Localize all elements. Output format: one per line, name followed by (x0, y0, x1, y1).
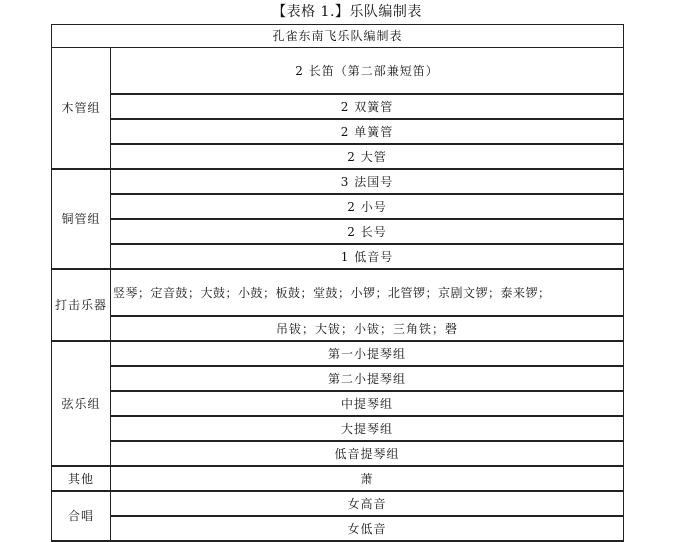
table-row (52, 144, 624, 169)
table-title-row (52, 25, 624, 48)
instrument-cell: 第二小提琴组 (111, 366, 624, 391)
instrument-cell: 女高音 (111, 491, 624, 516)
group-other: 其他 (52, 466, 111, 491)
table-row (52, 269, 624, 316)
table-row (52, 341, 624, 366)
instrument-cell: 中提琴组 (111, 391, 624, 416)
table-row (52, 441, 624, 466)
instrument-cell: 2 长号 (111, 219, 624, 244)
table-row (52, 466, 624, 491)
instrument-cell: 2 单簧管 (111, 119, 624, 144)
instrument-cell: 1 低音号 (111, 244, 624, 269)
instrument-cell: 吊钹；大钹；小钹；三角铁；磬 (111, 316, 624, 341)
instrument-cell: 3 法国号 (111, 169, 624, 194)
instrument-cell: 女低音 (111, 516, 624, 541)
group-choir: 合唱 (52, 491, 111, 541)
instrument-cell: 2 长笛（第二部兼短笛） (111, 48, 624, 95)
table-row (52, 194, 624, 219)
table-row (52, 119, 624, 144)
table-row (52, 391, 624, 416)
table-row (52, 316, 624, 341)
instrument-cell: 萧 (111, 466, 624, 491)
table-row (52, 366, 624, 391)
table-row (52, 491, 624, 516)
instrument-cell: 大提琴组 (111, 416, 624, 441)
table-row (52, 219, 624, 244)
table-row (52, 416, 624, 441)
group-brass: 铜管组 (52, 169, 111, 269)
table-title: 孔雀东南飞乐队编制表 (52, 25, 624, 48)
instrument-cell: 低音提琴组 (111, 441, 624, 466)
table-row (52, 169, 624, 194)
table-row (52, 244, 624, 269)
instrument-cell: 竖琴；定音鼓；大鼓；小鼓；板鼓；堂鼓；小锣；北管锣；京剧文锣；泰来锣； (111, 269, 624, 316)
group-strings: 弦乐组 (52, 341, 111, 466)
instrument-cell: 2 大管 (111, 144, 624, 169)
group-percussion: 打击乐器 (52, 269, 111, 341)
orchestra-table (51, 24, 624, 542)
table-row (52, 94, 624, 119)
table-row (52, 48, 624, 95)
table-row (52, 516, 624, 541)
table-caption: 【表格 1.】乐队编制表 (272, 4, 422, 20)
instrument-cell: 2 小号 (111, 194, 624, 219)
instrument-cell: 2 双簧管 (111, 94, 624, 119)
instrument-cell: 第一小提琴组 (111, 341, 624, 366)
group-woodwinds: 木管组 (52, 48, 111, 170)
